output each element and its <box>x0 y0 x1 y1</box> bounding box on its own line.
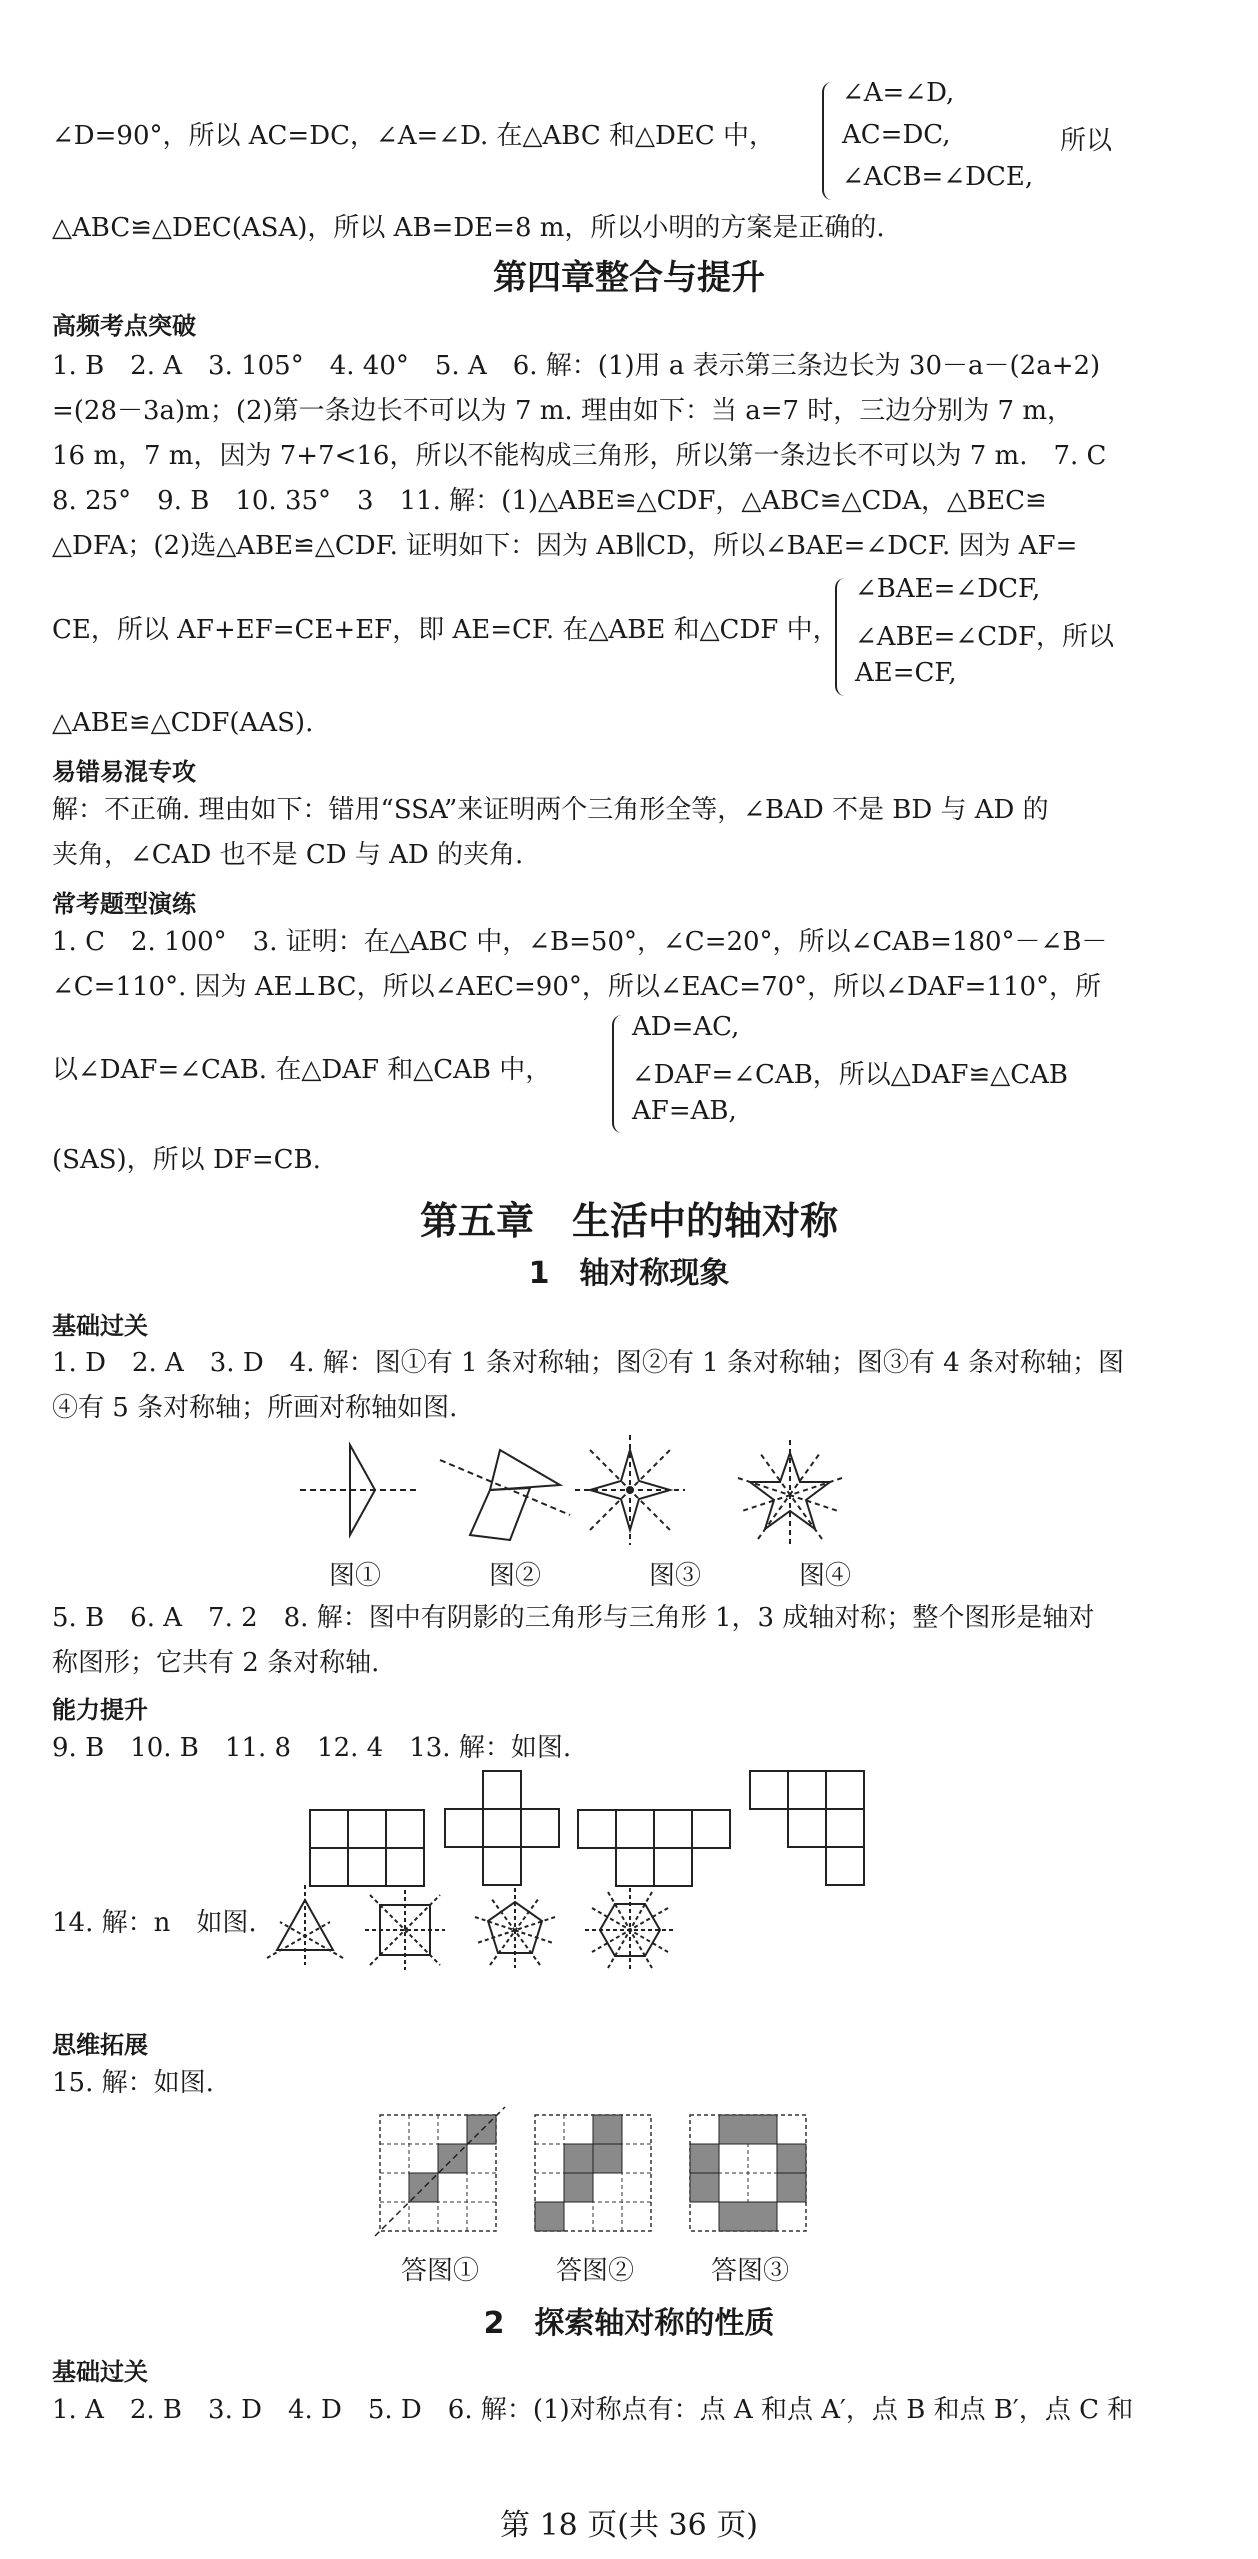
text-line: ∠D=90°，所以 AC=DC，∠A=∠D. 在△ABC 和△DEC 中， <box>52 121 776 151</box>
text-line: CE，所以 AF+EF=CE+EF，即 AE=CF. 在△ABE 和△CDF 中， <box>52 615 839 645</box>
system-line: AF=AB, <box>632 1096 737 1126</box>
symmetry-figures <box>290 1440 870 1550</box>
figure-caption: 答图③ <box>710 2256 789 2286</box>
text-line: 1. D 2. A 3. D 4. 解：图①有 1 条对称轴；图②有 1 条对称轴；图③有 4 条对称轴；图 <box>52 1348 1124 1378</box>
system-line: ∠ACB=∠DCE, <box>842 162 1034 192</box>
chapter-title: 第五章 生活中的轴对称 <box>419 1199 838 1243</box>
system-line: AC=DC, <box>842 120 951 150</box>
section-heading: 常考题型演练 <box>52 890 196 918</box>
text-line: 1. A 2. B 3. D 4. D 5. D 6. 解：(1)对称点有：点 A 和点 A′，点 B 和点 B′，点 C 和 <box>52 2395 1134 2425</box>
answer-grid-3 <box>690 2115 806 2231</box>
answer-grid-2 <box>535 2115 651 2231</box>
text-line: 9. B 10. B 11. 8 12. 4 13. 解：如图. <box>52 1733 572 1763</box>
text-line: 16 m，7 m，因为 7+7<16，所以不能构成三角形，所以第一条边长不可以为 7 m. 7. C <box>52 441 1107 471</box>
text-line: 1. B 2. A 3. 105° 4. 40° 5. A 6. 解：(1)用 a 表示第三条边长为 30－a－(2a+2) <box>52 351 1101 381</box>
answer-grid-1 <box>375 2107 505 2236</box>
figure-2 <box>440 1450 570 1540</box>
brace <box>835 578 851 696</box>
figure-3 <box>575 1435 685 1545</box>
text-line: △DFA；(2)选△ABE≌△CDF. 证明如下：因为 AB∥CD，所以∠BAE=∠DCF. 因为 AF= <box>52 531 1078 561</box>
figure-4 <box>738 1440 842 1545</box>
pentagon-figure <box>475 1888 555 1968</box>
text-line: ④有 5 条对称轴；所画对称轴如图. <box>52 1393 458 1423</box>
figure-1 <box>300 1445 420 1535</box>
system-line: ∠ABE=∠CDF，所以 <box>855 622 1114 652</box>
text-line: =(28－3a)m；(2)第一条边长不可以为 7 m. 理由如下：当 a=7 时，三边分别为 7 m， <box>52 396 1074 426</box>
square-figure <box>365 1890 445 1970</box>
system-line: ∠A=∠D, <box>842 78 955 108</box>
section-heading: 思维拓展 <box>52 2031 148 2059</box>
triangle-figure <box>267 1885 343 1965</box>
brace <box>822 82 838 200</box>
figure-caption: 图① <box>328 1561 381 1591</box>
figure-caption: 图② <box>488 1561 541 1591</box>
system-line: ∠DAF=∠CAB，所以△DAF≌△CAB <box>632 1060 1069 1090</box>
grid-shape-4 <box>750 1771 864 1885</box>
section-heading: 基础过关 <box>52 2358 148 2386</box>
lesson-title: 2 探索轴对称的性质 <box>483 2306 775 2341</box>
text-line: △ABE≌△CDF(AAS). <box>52 708 314 738</box>
grid-shape-2 <box>445 1771 559 1885</box>
figure-caption: 答图① <box>400 2256 479 2286</box>
text-fragment: 所以 <box>1060 126 1113 156</box>
text-line: 8. 25° 9. B 10. 35° 3 11. 解：(1)△ABE≌△CDF，△ABC≌△CDA，△BEC≌ <box>52 486 1047 516</box>
text-line: 14. 解：n 如图. <box>52 1908 257 1938</box>
grid-shapes <box>310 1765 870 1885</box>
system-line: ∠BAE=∠DCF, <box>855 574 1041 604</box>
section-heading: 基础过关 <box>52 1312 148 1340</box>
figure-caption: 图③ <box>648 1561 701 1591</box>
section-heading: 高频考点突破 <box>52 312 196 340</box>
section-heading: 能力提升 <box>52 1696 148 1724</box>
system-line: AD=AC, <box>632 1012 740 1042</box>
text-line: 1. C 2. 100° 3. 证明：在△ABC 中，∠B=50°，∠C=20°，所以∠CAB=180°－∠B－ <box>52 927 1108 957</box>
answer-grids <box>380 2110 820 2240</box>
text-line: (SAS)，所以 DF=CB. <box>52 1145 321 1175</box>
text-line: 夹角，∠CAD 也不是 CD 与 AD 的夹角. <box>52 840 524 870</box>
text-line: 5. B 6. A 7. 2 8. 解：图中有阴影的三角形与三角形 1，3 成轴对称；整个图形是轴对 <box>52 1603 1095 1633</box>
hexagon-figure <box>585 1888 675 1972</box>
brace <box>612 1015 628 1133</box>
page-footer: 第 18 页(共 36 页) <box>500 2508 758 2543</box>
section-heading: 易错易混专攻 <box>52 758 196 786</box>
lesson-title: 1 轴对称现象 <box>528 1256 730 1291</box>
text-line: ∠C=110°. 因为 AE⊥BC，所以∠AEC=90°，所以∠EAC=70°，所以∠DAF=110°，所 <box>52 972 1102 1002</box>
polygon-figures <box>255 1875 695 1985</box>
figure-caption: 图④ <box>798 1561 851 1591</box>
text-line: 15. 解：如图. <box>52 2068 214 2098</box>
text-line: △ABC≌△DEC(ASA)，所以 AB=DE=8 m，所以小明的方案是正确的. <box>52 213 885 243</box>
text-line: 解：不正确. 理由如下：错用“SSA”来证明两个三角形全等，∠BAD 不是 BD 与 AD 的 <box>52 795 1049 825</box>
system-line: AE=CF, <box>855 658 957 688</box>
chapter-title: 第四章整合与提升 <box>493 258 765 298</box>
figure-caption: 答图② <box>555 2256 634 2286</box>
text-line: 以∠DAF=∠CAB. 在△DAF 和△CAB 中， <box>52 1055 552 1085</box>
text-line: 称图形；它共有 2 条对称轴. <box>52 1648 380 1678</box>
